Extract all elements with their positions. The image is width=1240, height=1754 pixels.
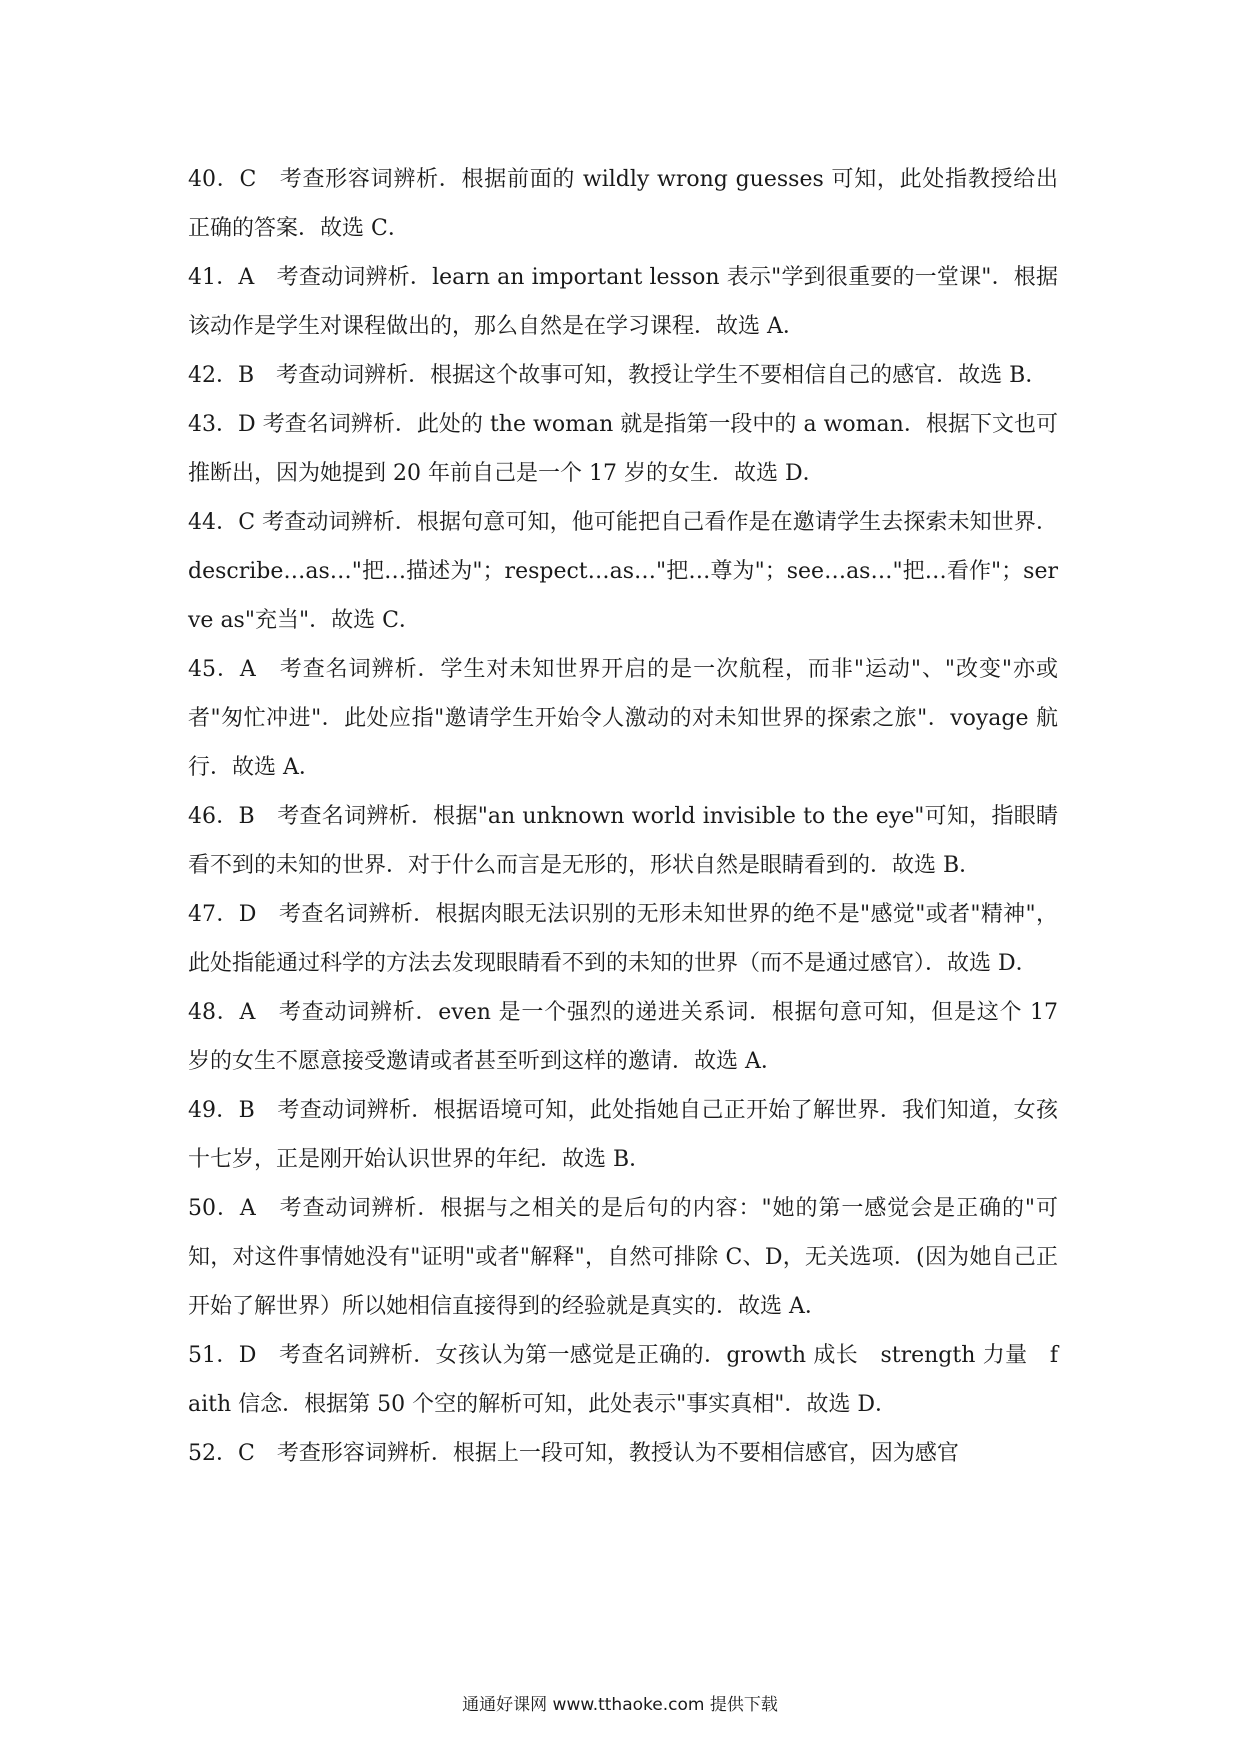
answer-item-48: 48．A 考查动词辨析．even 是一个强烈的递进关系词．根据句意可知，但是这个 17 岁的女生不愿意接受邀请或者甚至听到这样的邀请．故选 A． <box>188 1000 1058 1074</box>
answer-item-42: 42．B 考查动词辨析．根据这个故事可知，教授让学生不要相信自己的感官．故选 B． <box>188 363 1048 388</box>
answer-item-40: 40．C 考查形容词辨析．根据前面的 wildly wrong guesses 可知，此处指教授给出正确的答案．故选 C． <box>188 167 1058 241</box>
answer-item-47: 47．D 考查名词辨析．根据肉眼无法识别的无形未知世界的绝不是"感觉"或者"精神"，此处指能通过科学的方法去发现眼睛看不到的未知的世界（而不是通过感官）．故选 D． <box>188 902 1058 976</box>
answer-item-51: 51．D 考查名词辨析．女孩认为第一感觉是正确的．growth 成长 strength 力量 faith 信念．根据第 50 个空的解析可知，此处表示"事实真相"．故选 D． <box>188 1343 1058 1417</box>
answer-item-52: 52．C 考查形容词辨析．根据上一段可知，教授认为不要相信感官，因为感官 <box>188 1441 959 1466</box>
answer-item-44: 44．C 考查动词辨析．根据句意可知，他可能把自己看作是在邀请学生去探索未知世界．describe…as…"把…描述为"；respect…as…"把…尊为"；see…as…"把…看作"；serve as"充当"．故选 C． <box>188 510 1058 633</box>
answer-item-49: 49．B 考查动词辨析．根据语境可知，此处指她自己正开始了解世界．我们知道，女孩十七岁，正是刚开始认识世界的年纪．故选 B． <box>188 1098 1058 1172</box>
answer-item-41: 41．A 考查动词辨析．learn an important lesson 表示"学到很重要的一堂课"．根据该动作是学生对课程做出的，那么自然是在学习课程．故选 A． <box>188 265 1058 339</box>
answer-item-43: 43．D 考查名词辨析．此处的 the woman 就是指第一段中的 a woman．根据下文也可推断出，因为她提到 20 年前自己是一个 17 岁的女生．故选 D． <box>188 412 1058 486</box>
answer-item-50: 50．A 考查动词辨析．根据与之相关的是后句的内容："她的第一感觉会是正确的"可知，对这件事情她没有"证明"或者"解释"，自然可排除 C、D，无关选项．(因为她自己正开始了解世界）所以她相信直接得到的经验就是真实的．故选 A． <box>188 1196 1058 1319</box>
answer-item-46: 46．B 考查名词辨析．根据"an unknown world invisible to the eye"可知，指眼睛看不到的未知的世界．对于什么而言是无形的，形状自然是眼睛看到的．故选 B． <box>188 804 1058 878</box>
answer-item-45: 45．A 考查名词辨析．学生对未知世界开启的是一次航程，而非"运动"、"改变"亦或者"匆忙冲进"．此处应指"邀请学生开始令人激动的对未知世界的探索之旅"．voyage 航行．故选 A． <box>188 657 1058 780</box>
page-footer: 通通好课网 www.tthaoke.com 提供下载 <box>462 1695 778 1715</box>
answer-list <box>188 155 1058 1478</box>
